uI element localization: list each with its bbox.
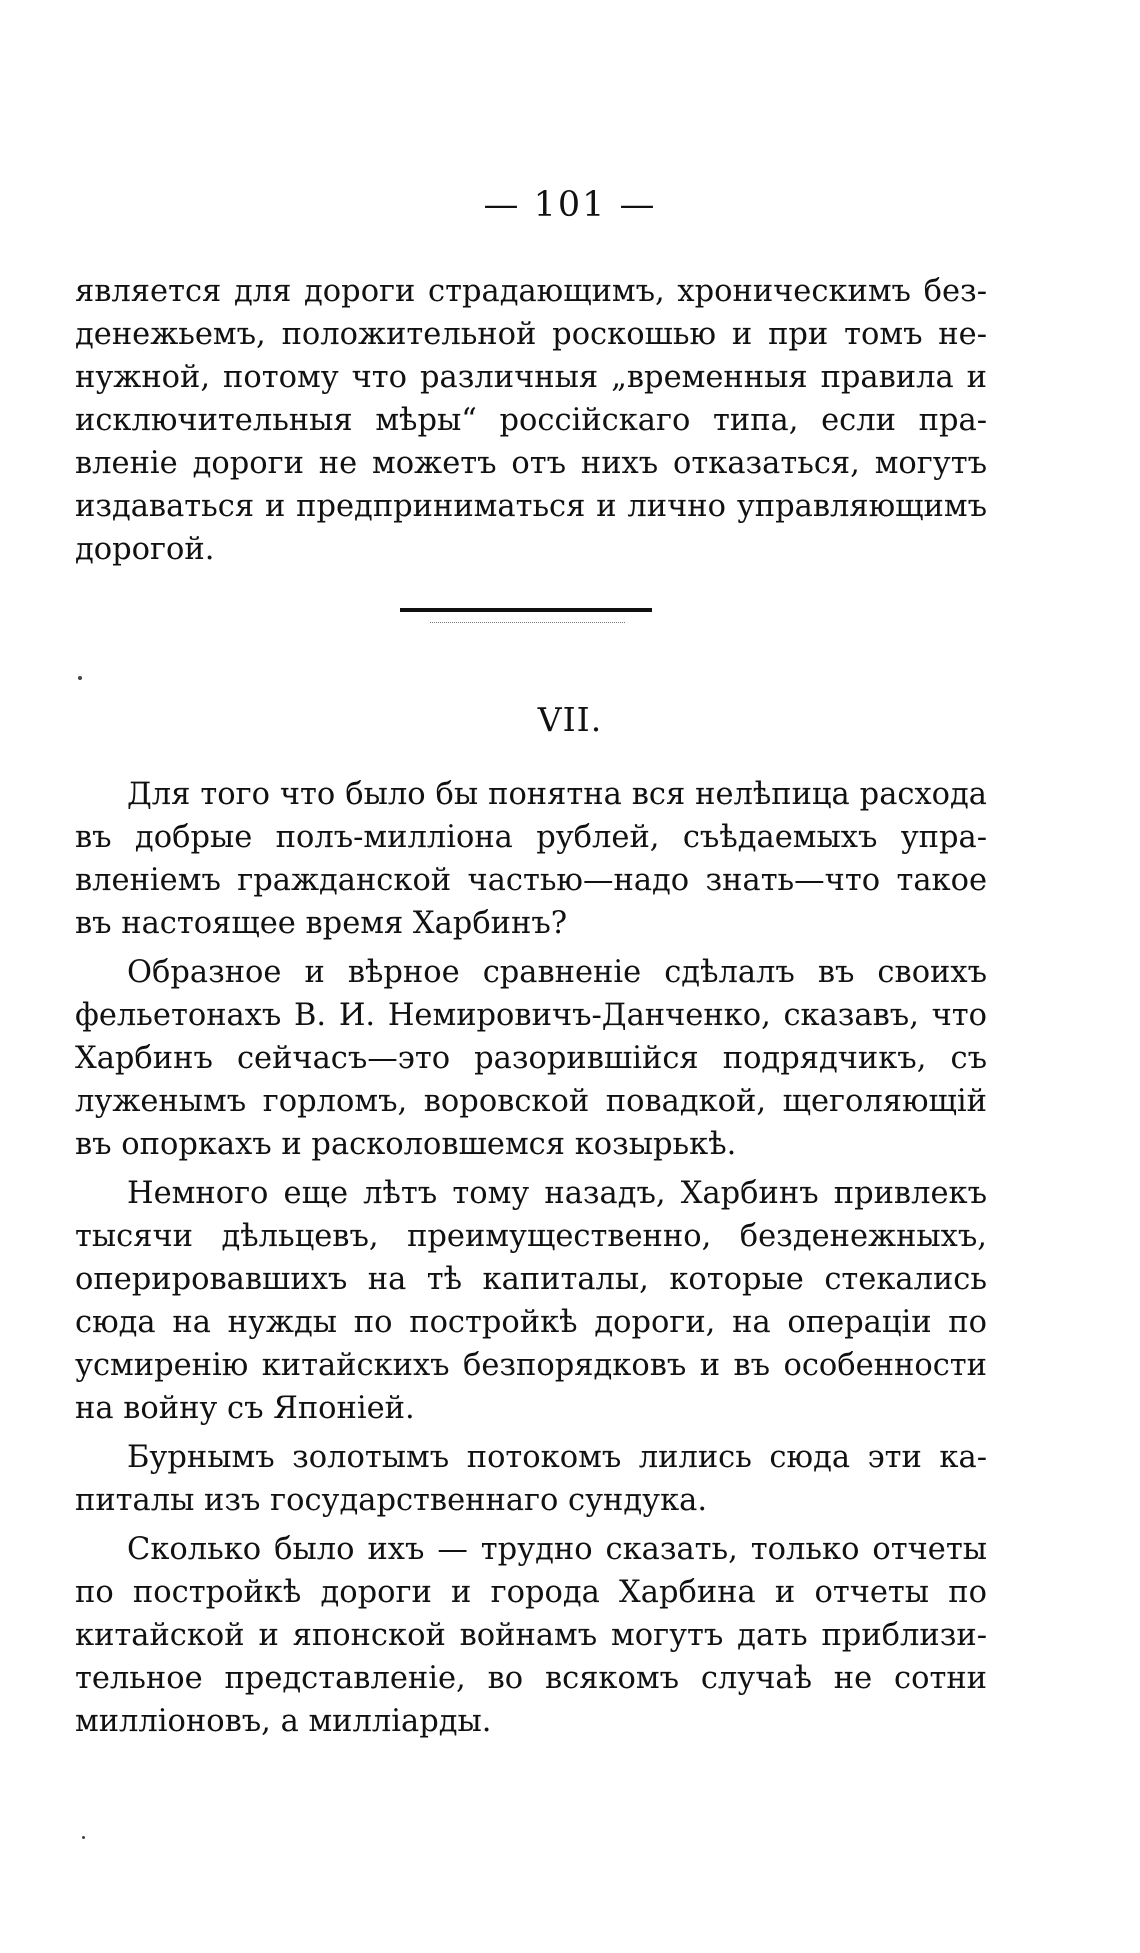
paragraph-continued: является для дороги страдающимъ, хроническимъ безденежьемъ, положительной роскошью и при томъ ненужной, потому что различныя „временныя правила и исключительныя мѣры“ россійскаго типа, если правленіе дороги не можетъ отъ нихъ отказаться, могутъ издаваться и предприниматься и лично управляющимъ дорогой. [75,274,987,567]
paragraph: Бурнымъ золотымъ потокомъ лились сюда эти капиталы изъ государственнаго сундука. [75,1440,987,1518]
section-text-block [75,773,987,1743]
paragraph: Сколько было ихъ — трудно сказать, только отчеты по постройкѣ дороги и города Харбина и отчеты по китайской и японской войнамъ могутъ дать приблизительное представленіе, во всякомъ случаѣ не сотни милліоновъ, а милліарды. [75,1532,987,1739]
continued-text-block [75,270,987,571]
print-speck [78,676,82,680]
paragraph: Образное и вѣрное сравненіе сдѣлалъ въ своихъ фельетонахъ В. И. Немировичъ-Данченко, сказавъ, что Харбинъ сейчасъ—это разорившійся подрядчикъ, съ луженымъ горломъ, воровской повадкой, щеголяющій въ опоркахъ и расколовшемся козырькѣ. [75,955,987,1162]
paragraph: Для того что было бы понятна вся нелѣпица расхода въ добрые полъ-милліона рублей, съѣдаемыхъ управленіемъ гражданской частью—надо знать—что такое въ настоящее время Харбинъ? [75,777,987,941]
divider-rule [400,608,652,612]
divider-ornament [430,614,625,623]
print-speck [82,1836,85,1839]
section-divider [400,608,652,626]
paragraph: Немного еще лѣтъ тому назадъ, Харбинъ привлекъ тысячи дѣльцевъ, преимущественно, безденежныхъ, оперировавшихъ на тѣ капиталы, которые стекались сюда на нужды по постройкѣ дороги, на операціи по усмиренію китайскихъ безпорядковъ и въ особенности на войну съ Японіей. [75,1176,987,1426]
page-number: — 101 — [483,185,657,225]
section-number: VII. [537,700,603,739]
